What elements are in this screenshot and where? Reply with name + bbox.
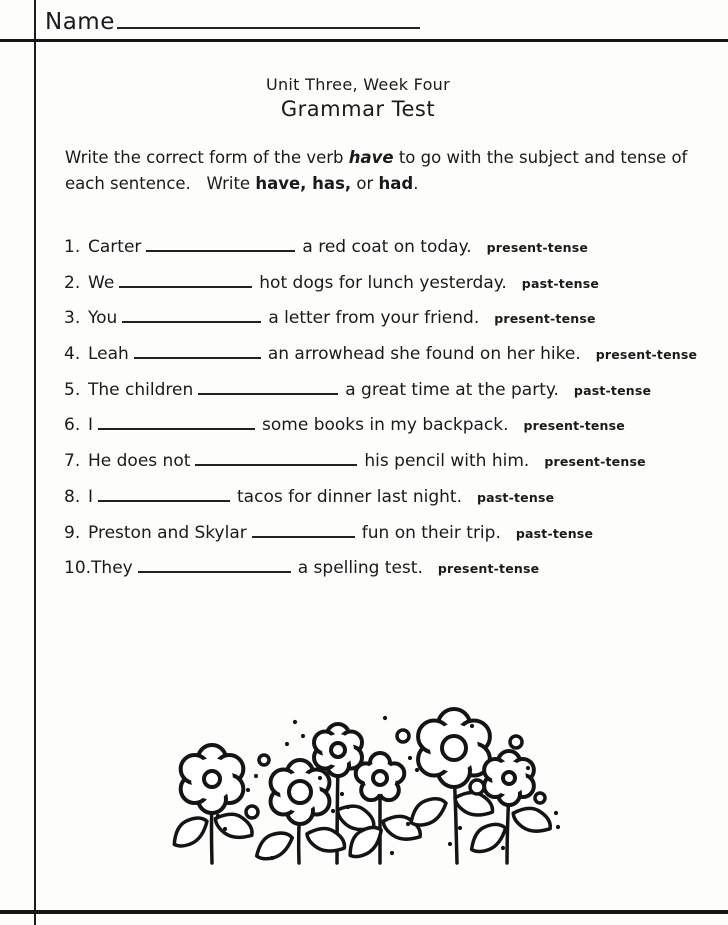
question-after-text: his pencil with him. — [364, 451, 530, 472]
answer-blank — [252, 523, 355, 538]
question-row — [64, 237, 697, 273]
instructions — [65, 145, 687, 197]
tense-label: past-tense — [573, 382, 652, 398]
question-before-text: I — [88, 415, 94, 436]
answer-blank — [119, 273, 252, 288]
question-number: 3. — [64, 308, 81, 329]
question-after-text: fun on their trip. — [361, 522, 501, 543]
instruction-emphasis: had — [378, 174, 414, 193]
answer-blank — [98, 415, 255, 430]
tense-label: present-tense — [486, 240, 589, 255]
tense-label: present-tense — [523, 418, 625, 434]
tense-label: past-tense — [515, 525, 594, 541]
tense-label: past-tense — [521, 275, 600, 291]
question-number: 8. — [64, 486, 81, 507]
question-before-text: I — [88, 486, 94, 507]
instruction-text: Write the correct form of the verb — [65, 148, 349, 167]
question-after-text: some books in my backpack. — [262, 415, 509, 436]
instruction-text: or — [351, 174, 379, 193]
question-row — [64, 451, 697, 487]
question-row — [64, 415, 697, 451]
answer-blank — [146, 237, 295, 252]
answer-blank — [138, 558, 291, 573]
question-after-text: tacos for dinner last night. — [237, 486, 462, 507]
question-number: 6. — [64, 415, 81, 436]
title-block — [0, 75, 716, 121]
instructions-line — [65, 145, 687, 171]
instruction-emphasis: have — [348, 148, 394, 167]
tense-label: present-tense — [494, 311, 596, 327]
tense-label: present-tense — [544, 454, 646, 470]
top-rule — [0, 39, 728, 42]
question-before-text: We — [88, 272, 115, 293]
question-before-text: Carter — [88, 237, 142, 257]
instruction-emphasis: have, has, — [255, 174, 352, 193]
bottom-rule — [0, 910, 728, 914]
question-number: 10. — [64, 558, 92, 579]
flowers-doodle — [160, 700, 560, 877]
question-before-text: Leah — [88, 344, 129, 365]
left-margin-rule — [34, 0, 36, 925]
question-number: 2. — [64, 272, 81, 293]
question-row — [64, 487, 697, 523]
question-number: 4. — [64, 344, 81, 365]
question-number: 7. — [64, 451, 81, 472]
tense-label: present-tense — [595, 347, 698, 363]
name-label: Name — [45, 9, 115, 35]
name-row — [45, 3, 420, 35]
question-before-text: He does not — [88, 451, 191, 472]
name-blank-line — [117, 3, 420, 29]
answer-blank — [134, 344, 261, 359]
question-after-text: hot dogs for lunch yesterday. — [259, 272, 507, 293]
tense-label: present-tense — [437, 561, 540, 577]
worksheet-subtitle: Unit Three, Week Four — [265, 75, 451, 94]
question-row — [64, 523, 697, 559]
question-number: 1. — [64, 237, 81, 257]
tense-label: past-tense — [477, 489, 555, 505]
question-list — [64, 237, 697, 594]
instructions-line — [65, 171, 687, 197]
instruction-text: to go with the subject and tense of — [393, 148, 688, 167]
question-before-text: They — [91, 558, 133, 579]
question-after-text: a great time at the party. — [345, 379, 559, 400]
answer-blank — [198, 380, 338, 395]
question-before-text: The children — [88, 379, 194, 400]
question-before-text: Preston and Skylar — [88, 522, 247, 543]
question-after-text: an arrowhead she found on her hike. — [267, 344, 581, 365]
question-row — [64, 380, 697, 416]
instruction-text: . — [413, 174, 419, 193]
question-after-text: a letter from your friend. — [268, 308, 480, 329]
question-row — [64, 344, 697, 380]
instruction-text: each sentence. Write — [65, 174, 256, 193]
question-row — [64, 273, 697, 309]
question-before-text: You — [88, 308, 118, 329]
answer-blank — [98, 487, 230, 502]
question-after-text: a red coat on today. — [302, 237, 472, 257]
question-number: 5. — [64, 379, 81, 400]
question-number: 9. — [64, 522, 81, 543]
question-row — [64, 558, 697, 594]
answer-blank — [122, 308, 261, 323]
question-row — [64, 308, 697, 344]
answer-blank — [195, 451, 357, 466]
question-after-text: a spelling test. — [297, 558, 423, 579]
worksheet-title: Grammar Test — [280, 97, 436, 121]
